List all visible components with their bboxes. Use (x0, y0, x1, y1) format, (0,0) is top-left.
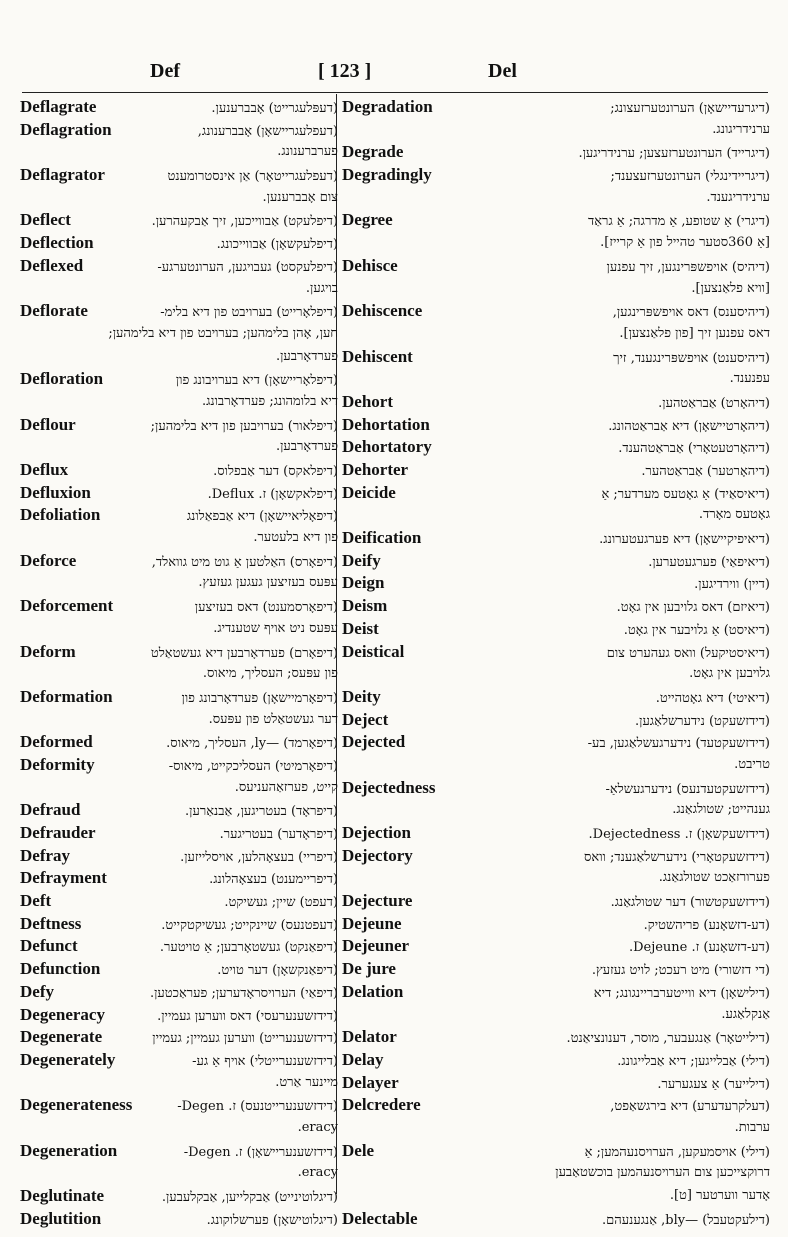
definition-text: טריבט. (734, 756, 770, 772)
definition-text: דיא בלומהונג; פערדאָרבונג. (201, 393, 338, 409)
headword: Deft (20, 891, 52, 911)
definition-text: (דיין) ווירדיגען. (694, 577, 770, 593)
definition-text: (דידזשעקטאָרי) נידערשלאַגענד; וואס (584, 849, 770, 865)
definition-text: (דעלקרעדערע) דיא בירגשאַפט, (610, 1099, 770, 1115)
headword: Degradation (342, 97, 433, 116)
page-number: [ 123 ] (318, 60, 372, 82)
headword: Deflexed (20, 255, 84, 275)
dictionary-entry (342, 1094, 770, 1117)
entry-continuation (20, 1162, 338, 1185)
entry-continuation (342, 867, 770, 890)
entry-continuation (20, 777, 338, 800)
dictionary-entry (20, 1094, 338, 1117)
definition-text: (דידזשעקטשור) דער שטולגאַנג. (610, 895, 770, 911)
headword: Defy (20, 981, 54, 1001)
headword: Delayer (342, 1072, 399, 1092)
dictionary-entry (20, 686, 338, 709)
dictionary-entry (20, 96, 338, 119)
headword: Deflour (20, 414, 76, 434)
definition-text: עפּעס בעזיצען געגען געזעץ. (198, 575, 338, 591)
headword: Deist (342, 618, 379, 638)
dictionary-entry (342, 209, 770, 232)
headword: Dehortatory (342, 437, 432, 457)
definition-text: (דיפלאקשאָן) ז. Deflux. (207, 486, 338, 502)
definition-text: פערברענונג. (277, 144, 338, 160)
dictionary-entry (20, 913, 338, 936)
definition-text: (דיפאַנקט) געשטאָרבען; אַ טויטער. (159, 940, 338, 956)
headword: Defrauder (20, 823, 96, 842)
headword: Defrayment (20, 868, 107, 888)
definition-text: עפנענד. (729, 371, 770, 387)
definition-text: גענהייט; שטולגאַנג. (672, 802, 770, 818)
dictionary-entry (342, 641, 770, 664)
definition-text: (דיאיזם) דאס גלויבען אין גאָט. (616, 600, 770, 616)
headword: Degeneration (20, 1140, 118, 1160)
definition-text: (דעפט) שיין; געשיקט. (224, 895, 338, 911)
definition-text: (דילייער) אַ צעגערער. (657, 1076, 770, 1092)
definition-text: אַנקלאַגע. (721, 1006, 770, 1022)
definition-text: (דיהאָרטער) אַבראַטהער. (641, 464, 770, 479)
definition-text: (דיפראָד) בעטריגען, אַבנאַרען. (185, 804, 338, 820)
headword: Dele (342, 1140, 375, 1160)
definition-text: ערנידריגונג. (712, 121, 770, 137)
dictionary-entry (20, 867, 338, 890)
definition-text: (דיאיפיקיישאָן) דיא פערגעטערונג. (599, 532, 770, 548)
definition-text: דאס עפנען זיך [פון פלאַנצען]. (619, 325, 770, 341)
headword: Deign (342, 573, 385, 593)
definition-text: (דיפלאָריישאָן) דיא בערויבונג פון (175, 373, 338, 389)
definition-text: (דיאיפאַי) פערגעטערען. (648, 554, 770, 570)
entry-continuation (342, 187, 770, 210)
definition-text: חען, אָהן בלימהען; בערויבט פון דיא בלימהען; (108, 325, 338, 341)
headword: Defunction (20, 959, 101, 979)
dictionary-entry (20, 1049, 338, 1072)
headword: Deism (342, 596, 388, 616)
entry-continuation (342, 1117, 770, 1140)
definition-text: (דיגרעדיישאָן) הערונטערזעצונג; (610, 101, 770, 116)
running-header (0, 60, 788, 90)
dictionary-entry (342, 414, 770, 437)
definition-text: (דיפאָרמיישאָן) פערדאָרבונג פון (181, 690, 338, 706)
entry-continuation (20, 436, 338, 459)
dictionary-entry (342, 1208, 770, 1231)
definition-text: (דידזשענערייט) ווערען געמיין; געמיין (152, 1031, 338, 1047)
definition-text: (דיהיסענט) אויפשפּרינגענד, זיך (613, 350, 770, 366)
definition-text: גאָטעס מאָרד. (698, 507, 770, 523)
headword: Deflagrator (20, 165, 105, 185)
definition-text: (דיפלאקס) דער אַבפלוס. (213, 464, 338, 479)
dictionary-entry (342, 527, 770, 550)
headword: Defluxion (20, 482, 91, 502)
entry-continuation (20, 618, 338, 641)
definition-text: (דיפאָרסמענט) דאס בעזיצען (194, 600, 338, 616)
dictionary-entry (342, 709, 770, 732)
definition-text: (דידזשענערעסי) דאס ווערען געמיין. (157, 1008, 338, 1024)
headword: Defoliation (20, 505, 101, 525)
definition-text: (דיגלוטינייט) אַבקלייען, אַבקלעבען. (161, 1190, 338, 1205)
dictionary-entry (342, 346, 770, 369)
entry-continuation (342, 1162, 770, 1185)
headword: Dejeune (342, 913, 402, 933)
dictionary-entry (20, 731, 338, 754)
dictionary-entry (20, 1004, 338, 1027)
definition-text: (דידזשענעריישאָן) ז. Degen- (183, 1144, 338, 1160)
headword: Defloration (20, 369, 104, 389)
header-rule (22, 92, 768, 93)
dictionary-entry (342, 96, 770, 119)
dictionary-entry (342, 1026, 770, 1049)
dictionary-entry (342, 164, 770, 187)
entry-continuation (342, 1185, 770, 1208)
dictionary-entry (20, 414, 338, 437)
headword: Deity (342, 686, 381, 706)
headword: Deformity (20, 754, 95, 774)
headword: Degrade (342, 142, 404, 162)
dictionary-entry (20, 300, 338, 323)
headword: Deistical (342, 641, 405, 661)
dictionary-entry (342, 572, 770, 595)
dictionary-entry (342, 822, 770, 845)
definition-text: קייט, פערזאַהעניעס. (234, 779, 338, 795)
definition-text: (דיפאָרס) האַלטען אַ גוט מיט גוואלד, (151, 554, 338, 570)
definition-text: [אַ 360סטער טהייל פון אַ קרייז]. (600, 235, 770, 251)
definition-text: (דיפלעקשאָן) אַבווייכונג. (216, 237, 338, 253)
definition-text: (דילייטאָר) אַנגעבער, מוסר, דענונציאַנט. (566, 1031, 770, 1047)
dictionary-entry (342, 777, 770, 800)
dictionary-entry (20, 958, 338, 981)
entry-continuation (342, 119, 770, 142)
headword: Deicide (342, 482, 396, 502)
definition-text: (דיפלעקסט) געבויגען, הערונטערגע- (157, 259, 338, 275)
dictionary-entry (20, 550, 338, 573)
headword: Deftness (20, 913, 82, 933)
definition-text: (דידזשעקשאָן) ז. Dejectedness. (588, 827, 770, 842)
dictionary-entry (20, 164, 338, 187)
definition-text: צום אָבברענען. (262, 189, 338, 205)
headword: Dejectory (342, 845, 413, 865)
definition-text: (דע-דזשאָנע) פריהשטיק. (643, 917, 770, 933)
right-column (342, 96, 770, 1230)
definition-text: (דידזשענערייטלי) אויף אַ גע- (192, 1053, 338, 1069)
definition-text: (דיאיטי) דיא גאָטהייט. (655, 690, 770, 706)
dictionary-entry (342, 436, 770, 459)
headword: Dehort (342, 391, 393, 411)
dictionary-entry (20, 981, 338, 1004)
dictionary-entry (20, 822, 338, 845)
headword: Defraud (20, 800, 81, 820)
definition-text: (דיפאָליאיישאָן) דיא אַבפאַלונג (186, 509, 338, 525)
headword: Delation (342, 981, 404, 1001)
entry-continuation (342, 754, 770, 777)
headword: Dejection (342, 823, 411, 842)
definition-text: דער געשטאַלט פון עפּעס. (208, 711, 338, 727)
headword: Degenerateness (20, 1095, 133, 1115)
dictionary-entry (342, 482, 770, 505)
definition-text: [וויא פלאַנצען]. (691, 280, 770, 296)
dictionary-entry (20, 1140, 338, 1163)
dictionary-entry (342, 913, 770, 936)
entry-continuation (20, 1072, 338, 1095)
right-guide-word: Del (488, 60, 517, 82)
dictionary-entry (342, 618, 770, 641)
dictionary-entry (20, 799, 338, 822)
definition-text: (דידזשעקטעד) נידערגעשלאַגען, בע- (587, 736, 770, 752)
headword: Deflux (20, 460, 69, 479)
definition-text: (דיפלעקט) אַבווייכען, זיך אַבקעהרען. (151, 214, 338, 230)
headword: Dejecture (342, 891, 413, 911)
headword: Deflorate (20, 301, 88, 321)
entry-continuation (20, 187, 338, 210)
definition-text: (דיפאַי) הערויסראָדערען; פעראַכטען. (149, 985, 338, 1001)
headword: Deflection (20, 233, 94, 253)
dictionary-entry (342, 1072, 770, 1095)
dictionary-entry (342, 391, 770, 414)
definition-text: (דידזשענערייטנעס) ז. Degen- (177, 1099, 338, 1115)
headword: Defunct (20, 936, 78, 956)
definition-text: בויגען. (305, 280, 338, 296)
dictionary-entry (342, 1140, 770, 1163)
entry-continuation (20, 663, 338, 686)
dictionary-entry (20, 641, 338, 664)
entry-continuation (20, 323, 338, 346)
entry-continuation (342, 232, 770, 255)
entry-continuation (342, 504, 770, 527)
dictionary-entry (20, 482, 338, 505)
definition-text: (דיהיס) אויפשפּרינגען, זיך עפנען (606, 259, 770, 275)
dictionary-entry (342, 981, 770, 1004)
dictionary-entry (342, 1049, 770, 1072)
dictionary-entry (20, 935, 338, 958)
headword: Degeneracy (20, 1004, 105, 1024)
dictionary-entry (20, 1208, 338, 1231)
definition-text: (דידזשעקטעדנעס) נידערגעשלאַ- (605, 781, 770, 797)
definition-text: (דיגרי) אַ שטופע, אַ מדרגה; אַ גראַד (588, 214, 770, 230)
headword: Deflagrate (20, 97, 97, 116)
definition-text: (דיהאָרטעטאָרי) אַבראַטהענד. (618, 441, 770, 457)
dictionary-entry (342, 958, 770, 981)
dictionary-entry (342, 300, 770, 323)
entry-continuation (20, 572, 338, 595)
definition-text: (דיאיסאַיד) אַ גאָטעס מערדער; אַ (601, 486, 770, 502)
definition-text: (דעפטנעס) שיינקייט; געשיקטקייט. (161, 917, 338, 933)
definition-text: (דיגריידינגלי) הערונטערזעצענד; (610, 169, 770, 185)
headword: Defray (20, 845, 71, 865)
definition-text: (דילי) אויסמעקען, הערויסנעהמען; אַ (584, 1144, 770, 1160)
definition-text: eracy. (297, 1119, 338, 1135)
headword: Deform (20, 641, 76, 661)
dictionary-entry (342, 550, 770, 573)
headword: Deformation (20, 686, 113, 706)
headword: Delcredere (342, 1095, 421, 1115)
entry-continuation (342, 663, 770, 686)
headword: Deification (342, 528, 422, 548)
dictionary-entry (20, 754, 338, 777)
dictionary-entry (20, 368, 338, 391)
headword: Dehortation (342, 414, 430, 434)
dictionary-entry (342, 255, 770, 278)
entry-continuation (20, 346, 338, 369)
definition-text: (דיגרייד) הערונטערזעצען; ערנידריגען. (578, 146, 770, 162)
dictionary-entry (20, 595, 338, 618)
headword: Delectable (342, 1208, 418, 1228)
headword: Dejectedness (342, 777, 436, 797)
entry-continuation (342, 799, 770, 822)
definition-text: ערנידריגענד. (706, 189, 770, 205)
definition-text: (דע-דזשאָנע) ז. Dejeune. (628, 940, 770, 956)
headword: Deflect (20, 210, 71, 230)
headword: Degradingly (342, 165, 432, 185)
headword: Dehorter (342, 460, 409, 479)
definition-text: (דיפלאור) בערויבען פון דיא בלימהען; (150, 418, 338, 434)
dictionary-entry (20, 504, 338, 527)
dictionary-entry (20, 459, 338, 482)
entry-continuation (342, 368, 770, 391)
definition-text: (דילי) אַבלייגען; דיא אַבלייגונג. (617, 1053, 770, 1069)
headword: Delator (342, 1027, 397, 1047)
headword: Dejeuner (342, 936, 410, 956)
dictionary-entry (342, 890, 770, 913)
definition-text: (דיגלוטישאָן) פערשלוקונג. (206, 1212, 338, 1228)
definition-text: גלויבען אין גאָט. (689, 666, 770, 682)
dictionary-entry (20, 255, 338, 278)
definition-text: eracy. (297, 1165, 338, 1181)
entry-continuation (342, 278, 770, 301)
entry-continuation (20, 278, 338, 301)
dictionary-entry (342, 141, 770, 164)
definition-text: (דיפאָרם) פערדאָרבען דיא געשטאַלט (150, 645, 338, 661)
dictionary-entry (20, 1185, 338, 1208)
definition-text: פערורזאַכט שטולגאַנג. (658, 870, 770, 886)
definition-text: (דיפאַנקשאָן) דער טויט. (217, 963, 338, 979)
definition-text: ערבות. (734, 1119, 770, 1135)
dictionary-entry (20, 119, 338, 142)
headword: Dehisce (342, 255, 398, 275)
definition-text: (דעפלעגריישאָן) אָבברענונג, (197, 123, 338, 139)
dictionary-entry (20, 890, 338, 913)
entry-continuation (20, 1117, 338, 1140)
headword: Deforce (20, 550, 77, 570)
definition-text: (דילעקטעבל) —bly, אַנגענעהם. (602, 1212, 770, 1228)
headword: Dehiscence (342, 301, 423, 321)
headword: Degree (342, 210, 393, 230)
definition-text: (דילישאָן) דיא ווייטערבריינגונג; דיא (593, 985, 770, 1001)
dictionary-entry (342, 845, 770, 868)
definition-text: (דעפּלעגרייט) אָבברענען. (211, 101, 338, 116)
headword: Deify (342, 550, 381, 570)
headword: De jure (342, 959, 396, 979)
headword: Delay (342, 1049, 384, 1069)
dictionary-entry (342, 731, 770, 754)
definition-text: (דעפלעגרייטאָר) אַן אינסטרומענט (167, 169, 338, 185)
dictionary-entry (20, 209, 338, 232)
definition-text: דרוקצייכען צום הערויסנעהמען בוכשטאַבען (555, 1165, 770, 1181)
dictionary-entry (342, 595, 770, 618)
definition-text: פון דיא בלעטער. (253, 530, 338, 546)
definition-text: (די דזשורי) מיט רעכט; לויט געזעץ. (591, 963, 770, 979)
definition-text: (דידזשעקט) נידערשלאַגען. (635, 713, 770, 729)
headword: Deject (342, 709, 389, 729)
entry-continuation (342, 323, 770, 346)
entry-continuation (342, 1004, 770, 1027)
headword: Degenerate (20, 1027, 103, 1047)
definition-text: עפּעס ניט אויף שטענדיג. (213, 620, 338, 636)
headword: Degenerately (20, 1049, 116, 1069)
left-column (20, 96, 338, 1230)
definition-text: (דיהיסענס) דאס אויפשפּרינגען, (612, 305, 770, 321)
definition-text: מיינער אַרט. (275, 1074, 338, 1090)
headword: Deflagration (20, 119, 112, 139)
entry-continuation (20, 709, 338, 732)
definition-text: פערדאָרבען. (275, 348, 338, 364)
definition-text: (דיפאָרמד) —ly, העסליך, מיאוס. (166, 736, 338, 752)
dictionary-entry (20, 1026, 338, 1049)
definition-text: (דיפאָרמיטי) העסליכקייט, מיאוס- (168, 758, 338, 774)
definition-text: (דיהאָרט) אַבראַטהען. (658, 395, 770, 411)
dictionary-entry (342, 459, 770, 482)
definition-text: (דיאיסט) אַ גלויבער אין גאָט. (623, 622, 770, 638)
definition-text: (דיפראָדער) בעטריגער. (219, 827, 338, 842)
headword: Deglutinate (20, 1186, 105, 1205)
headword: Deglutition (20, 1208, 102, 1228)
definition-text: פון עפּעס; העסליך, מיאוס. (202, 666, 338, 682)
definition-text: (דיפריימענט) בעצאָהלונג. (209, 872, 338, 888)
entry-continuation (20, 391, 338, 414)
definition-text: (דיאיסטיקעל) וואס געהערט צום (606, 645, 770, 661)
definition-text: פערדאָרבען. (275, 439, 338, 455)
definition-text: (דיפלאָרייט) בערויבט פון דיא בלימ- (160, 305, 338, 321)
definition-text: (דיהאָרטיישאָן) דיא אַבראַטהונג. (608, 418, 770, 434)
dictionary-entry (342, 935, 770, 958)
headword: Dejected (342, 732, 406, 752)
headword: Deformed (20, 732, 93, 752)
entry-continuation (20, 141, 338, 164)
entry-continuation (20, 527, 338, 550)
definition-text: (דיפריי) בעצאָהלען, אויסלייזען. (180, 849, 338, 865)
headword: Dehiscent (342, 346, 413, 366)
headword: Deforcement (20, 596, 114, 616)
definition-text: אָדער ווערטער [ט]. (669, 1188, 770, 1203)
dictionary-entry (342, 686, 770, 709)
left-guide-word: Def (150, 60, 180, 82)
dictionary-entry (20, 845, 338, 868)
dictionary-entry (20, 232, 338, 255)
